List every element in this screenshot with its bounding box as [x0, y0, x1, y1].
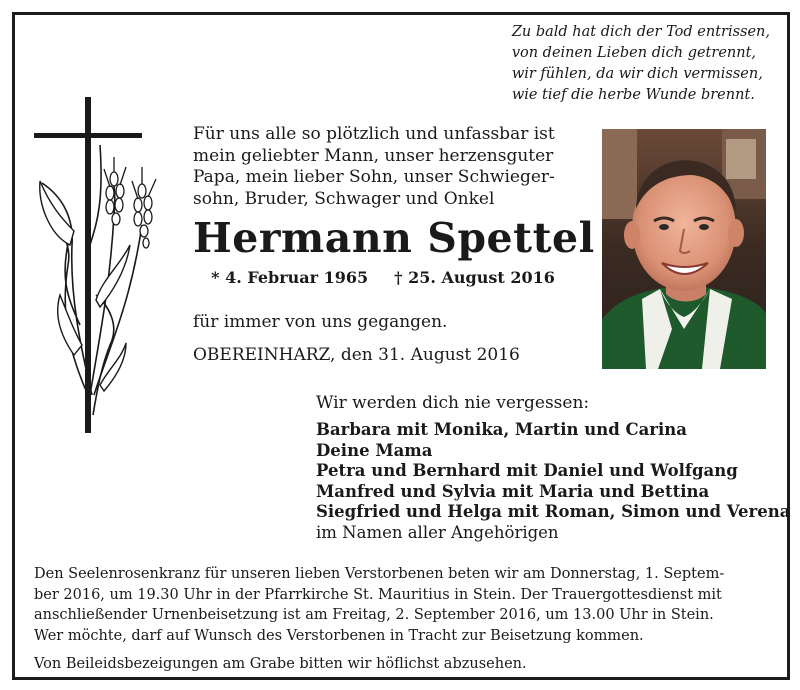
notice-line: anschließender Urnenbeisetzung ist am Freitag, 2. September 2016, um 13.00 Uhr in Stein.	[34, 607, 714, 623]
intro-line: sohn, Bruder, Schwager und Onkel	[193, 188, 495, 209]
cross-with-wheat-icon	[30, 95, 165, 435]
poem-line: wie tief die herbe Wunde brennt.	[511, 87, 755, 103]
notice-line: ber 2016, um 19.30 Uhr in der Pfarrkirche St. Mauritius in Stein. Der Trauergottesdienst mit	[34, 586, 722, 603]
intro-text	[193, 124, 573, 210]
birth-date: * 4. Februar 1965	[211, 268, 369, 287]
family-closing: im Namen aller Angehörigen	[316, 522, 559, 542]
service-notice	[34, 564, 769, 675]
family-member: Manfred und Sylvia mit Maria und Bettina	[316, 481, 710, 501]
life-dates	[193, 268, 573, 287]
notice-line: Den Seelenrosenkranz für unseren lieben Verstorbenen beten wir am Donnerstag, 1. Septem-	[34, 566, 725, 582]
notice-line: Wer möchte, darf auf Wunsch des Verstorbenen in Tracht zur Beisetzung kommen.	[34, 627, 644, 644]
deceased-name: Hermann Spettel	[193, 214, 595, 262]
family-member: Deine Mama	[316, 440, 433, 460]
passed-away-text: für immer von uns gegangen.	[193, 312, 448, 332]
family-member: Petra und Bernhard mit Daniel und Wolfgang	[316, 461, 738, 480]
condolence-note: Von Beileidsbezeigungen am Grabe bitten wir höflichst abzusehen.	[34, 656, 527, 672]
intro-line: Papa, mein lieber Sohn, unser Schwieger-	[193, 167, 555, 187]
poem	[512, 22, 770, 106]
intro-line: Für uns alle so plötzlich und unfassbar ist	[193, 124, 555, 144]
poem-line: von deinen Lieben dich getrennt,	[511, 45, 757, 61]
family-list	[316, 420, 790, 543]
never-forget-text: Wir werden dich nie vergessen:	[316, 393, 590, 413]
family-member: Barbara mit Monika, Martin und Carina	[316, 420, 687, 439]
poem-line: wir fühlen, da wir dich vermissen,	[511, 66, 763, 82]
place-date: OBEREINHARZ, den 31. August 2016	[193, 345, 520, 365]
death-date: † 25. August 2016	[394, 268, 555, 287]
intro-line: mein geliebter Mann, unser herzensguter	[193, 145, 554, 166]
family-member: Siegfried und Helga mit Roman, Simon und Verena	[316, 502, 791, 521]
portrait-photo	[602, 129, 766, 369]
poem-line: Zu bald hat dich der Tod entrissen,	[511, 24, 770, 40]
